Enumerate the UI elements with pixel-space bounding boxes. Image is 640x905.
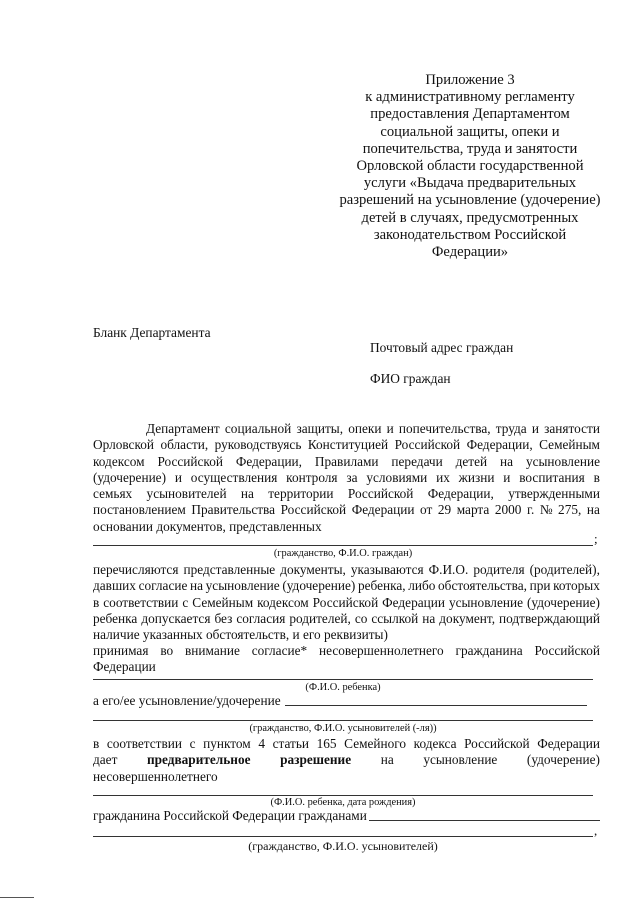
word: марта	[456, 502, 490, 518]
word: Российской	[534, 643, 600, 658]
word: давших	[93, 578, 136, 594]
word: Правительства	[191, 502, 276, 518]
word: допускается	[141, 610, 211, 626]
word: и	[531, 421, 539, 436]
paragraph-line	[93, 611, 600, 627]
word: занятости	[544, 421, 600, 436]
word: указываются	[350, 562, 424, 577]
word: на	[586, 502, 600, 518]
paragraph-line: несовершеннолетнего	[93, 768, 218, 784]
word: Семейного	[344, 736, 407, 751]
paragraph-line	[93, 595, 600, 611]
appendix-line: Приложение 3	[425, 72, 515, 88]
paragraph-permission	[93, 736, 600, 785]
comma-mark: ,	[594, 823, 598, 838]
paragraph-line	[93, 502, 600, 518]
word: Ф.И.О.	[428, 562, 469, 577]
appendix-block	[330, 72, 610, 261]
semicolon-mark: ;	[594, 531, 598, 546]
word-adoption: усыновление	[423, 752, 498, 768]
word: Федерации	[382, 594, 445, 610]
word: внимание	[185, 643, 240, 658]
citizen-line	[93, 808, 600, 824]
word: за	[346, 469, 358, 485]
word: Российской	[312, 594, 379, 610]
word: Федерации,	[427, 486, 494, 502]
word: обстоятельства,	[438, 578, 527, 594]
word: на	[190, 578, 204, 594]
paragraph-line	[93, 578, 600, 594]
word: в	[593, 469, 600, 485]
word: №	[539, 502, 553, 518]
word: Семейным	[539, 437, 600, 453]
word: усыновление	[525, 453, 600, 469]
word: 29	[437, 502, 452, 518]
postal-address-label: Почтовый адрес граждан	[370, 340, 514, 355]
appendix-line: законодательством Российской	[373, 226, 567, 243]
word: 275,	[558, 502, 582, 518]
word: (удочерение)	[93, 469, 167, 485]
word: от	[420, 502, 433, 518]
word: несовершеннолетнего	[319, 643, 444, 658]
word: во	[160, 643, 174, 658]
word: Правилами	[314, 453, 379, 469]
word: (родителей),	[529, 562, 600, 577]
word: Конституцией	[307, 437, 389, 453]
word: кодексом	[257, 594, 309, 610]
paragraph-line	[93, 421, 600, 437]
word: родителя	[473, 562, 525, 577]
paragraph-line: наличие указанных обстоятельств, и его реквизиты)	[93, 627, 388, 643]
word: принимая	[93, 643, 149, 658]
word: соответствии	[103, 594, 179, 610]
word: подтверждающий	[499, 610, 600, 626]
word: Семейным	[192, 594, 254, 610]
fill-line-adopters	[93, 720, 593, 721]
word: 2000	[494, 502, 522, 518]
word: жизни	[458, 469, 495, 485]
word: усыновителей	[146, 486, 227, 502]
paragraph-documents-note	[93, 562, 600, 643]
appendix-line: к административному регламенту	[365, 89, 575, 106]
word: документы,	[280, 562, 346, 577]
word: ребенка,	[357, 578, 406, 594]
paragraph-line	[93, 486, 600, 502]
appendix-line: Орловской области государственной	[356, 158, 584, 175]
paragraph-line	[93, 470, 600, 486]
appendix-line: разрешений на усыновление (удочерение)	[339, 192, 601, 209]
word: усыновление	[448, 594, 523, 610]
adoption-fill-line	[285, 693, 587, 706]
word: Российской	[157, 453, 223, 469]
word: на	[240, 486, 254, 502]
corner-mark	[0, 897, 34, 898]
caption-citizenship-fio: (гражданство, Ф.И.О. граждан)	[273, 548, 413, 559]
word: условиями	[366, 469, 428, 485]
word: на	[422, 610, 436, 626]
word: Российской	[347, 486, 414, 502]
word: либо	[408, 578, 436, 594]
appendix-line: попечительства, труда и занятости	[362, 140, 578, 157]
word: постановлением	[93, 502, 186, 518]
word: в	[93, 594, 100, 610]
word: детей	[455, 453, 488, 469]
word: контроля	[286, 469, 338, 485]
word: территории	[268, 486, 334, 502]
word: труда	[495, 421, 527, 436]
appendix-line: предоставления Департаментом	[370, 106, 570, 123]
word: кодекса	[413, 736, 457, 751]
adoption-line	[93, 693, 600, 709]
word-on: на	[380, 752, 394, 768]
fill-line-adopters-final	[93, 836, 593, 837]
paragraph-line	[93, 454, 600, 470]
word: опеки	[348, 421, 382, 436]
paragraph-line: Федерации	[93, 659, 156, 675]
word: руководствуясь	[214, 437, 302, 453]
department-letterhead-label: Бланк Департамента	[93, 325, 211, 340]
appendix-line: услуги «Выдача предварительных	[363, 175, 577, 192]
caption-child-fio: (Ф.И.О. ребенка)	[305, 682, 381, 693]
paragraph-line	[93, 562, 600, 578]
word: согласия	[236, 610, 286, 626]
word: статьи	[272, 736, 310, 751]
word: Российской	[394, 437, 461, 453]
word: Федерации,	[235, 453, 302, 469]
word: Федерации,	[466, 437, 533, 453]
word: кодексом	[93, 453, 145, 469]
adoption-line-label: а его/ее усыновление/удочерение	[93, 693, 281, 708]
word: с	[182, 594, 189, 610]
word: со	[354, 610, 368, 626]
word: (удочерение)	[526, 594, 600, 610]
paragraph-consent	[93, 643, 600, 676]
word: согласие*	[251, 643, 308, 658]
caption-citizenship-adopters: (гражданство, Ф.И.О. усыновителей)	[248, 839, 438, 853]
word: защиты,	[296, 421, 344, 436]
appendix-line: Федерации»	[431, 244, 509, 261]
word: Российской	[280, 502, 347, 518]
word: документ,	[439, 610, 496, 626]
word: г.	[526, 502, 535, 518]
word: Российской	[464, 736, 530, 751]
word: области,	[160, 437, 209, 453]
caption-child-fio-birth: (Ф.И.О. ребенка, дата рождения)	[270, 797, 416, 808]
word: (удочерение)	[282, 578, 356, 594]
word: в	[93, 736, 100, 751]
word: усыновление	[205, 578, 280, 594]
word: осуществления	[190, 469, 278, 485]
word: Орловской	[93, 437, 155, 453]
fill-line-child	[93, 679, 593, 680]
word-preliminary: предварительное	[146, 752, 251, 768]
word: которых	[553, 578, 600, 594]
word: ребенка	[93, 610, 138, 626]
word: и	[386, 421, 394, 436]
word: 165	[316, 736, 337, 751]
caption-adopters-fio: (гражданство, Ф.И.О. усыновителей (-ля))	[249, 723, 437, 734]
word: Федерации	[351, 502, 415, 518]
word: родителей,	[289, 610, 351, 626]
word: утвержденными	[508, 486, 600, 502]
citizen-fill-line	[369, 808, 600, 821]
paragraph-legal-basis	[93, 421, 600, 535]
word: 4	[258, 736, 265, 751]
word: Федерации	[537, 736, 600, 751]
word: Департамент	[146, 421, 220, 436]
fill-line-child-birth	[93, 795, 593, 796]
word: с	[189, 736, 196, 751]
word: ссылкой	[371, 610, 419, 626]
word: попечительства,	[398, 421, 491, 436]
paragraph-line	[93, 643, 600, 659]
word: гражданина	[455, 643, 523, 658]
word-adoption-paren: (удочерение)	[526, 752, 600, 768]
word: согласие	[138, 578, 188, 594]
word: без	[214, 610, 233, 626]
appendix-line: социальной защиты, опеки и	[380, 123, 560, 140]
word: представленные	[183, 562, 276, 577]
word: их	[436, 469, 450, 485]
word: и	[174, 469, 182, 485]
word: пунктом	[203, 736, 251, 751]
word: социальной	[224, 421, 292, 436]
appendix-line: детей в случаях, предусмотренных	[361, 209, 579, 226]
paragraph-line	[93, 437, 600, 453]
word: и	[503, 469, 511, 485]
paragraph-line	[93, 736, 600, 752]
word: соответствии	[106, 736, 183, 751]
citizen-line-label: гражданина Российской Федерации гражданами	[93, 808, 367, 823]
word: семьях	[93, 486, 133, 502]
word: воспитания	[519, 469, 585, 485]
word: перечисляются	[93, 562, 179, 577]
word-gives: дает	[93, 752, 118, 768]
citizens-fio-label: ФИО граждан	[370, 371, 451, 386]
word: на	[500, 453, 514, 469]
paragraph-line: основании документов, представленных	[93, 518, 322, 534]
fill-line-citizens	[93, 545, 593, 546]
word: передачи	[391, 453, 443, 469]
word-permission: разрешение	[280, 752, 352, 768]
word: при	[529, 578, 551, 594]
